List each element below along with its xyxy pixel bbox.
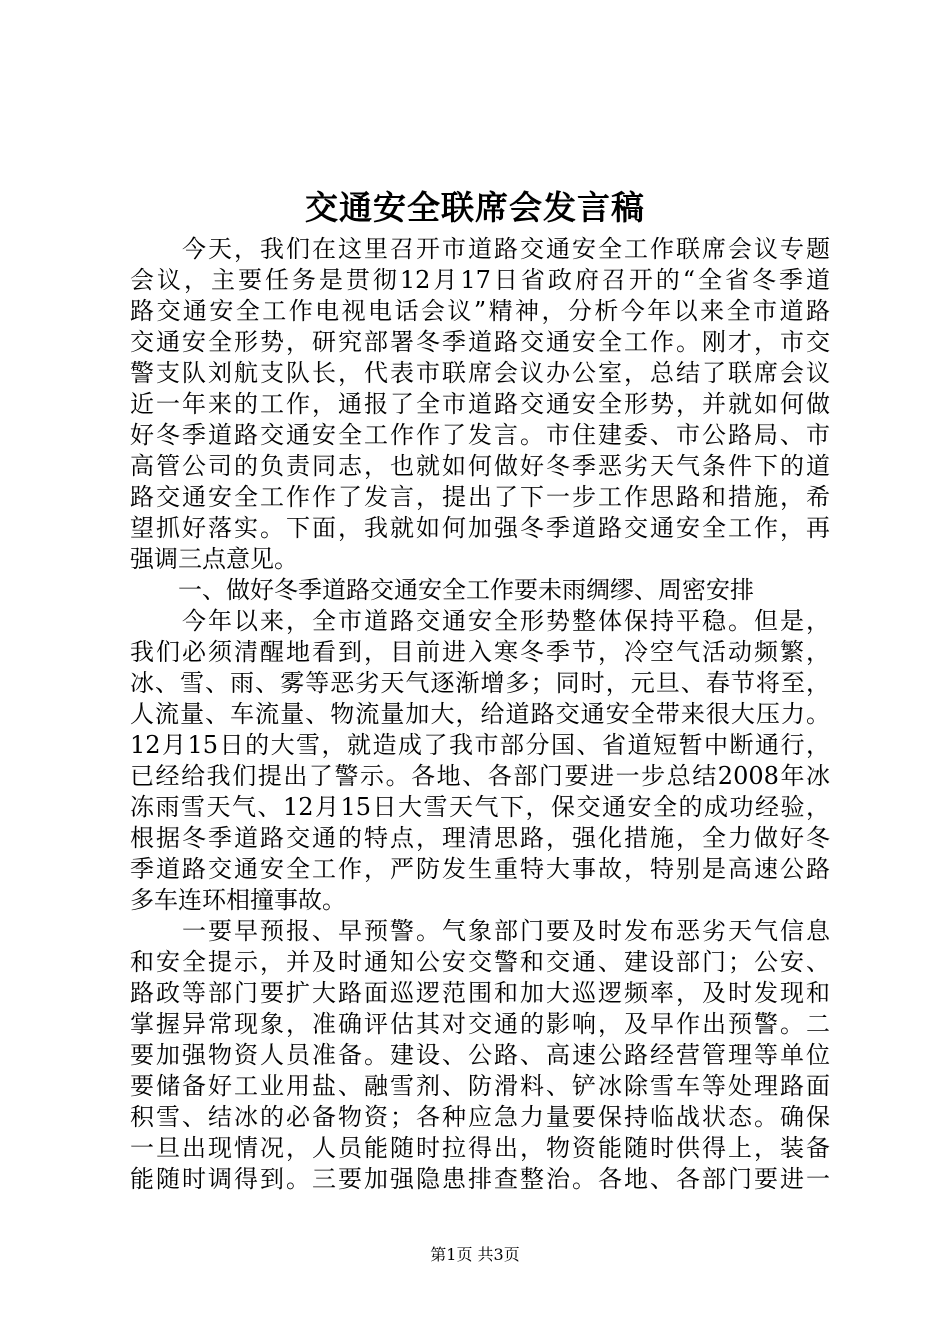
body-line: 近一年来的工作，通报了全市道路交通安全形势，并就如何做: [130, 390, 830, 418]
body-line: 季道路交通安全工作，严防发生重特大事故，特别是高速公路: [130, 855, 830, 883]
body-line: 积雪、结冰的必备物资；各种应急力量要保持临战状态。确保: [130, 1103, 830, 1131]
body-line: 我们必须清醒地看到，目前进入寒冬季节，冷空气活动频繁，: [130, 638, 830, 666]
page-footer: 第1页 共3页: [430, 1245, 520, 1264]
body-line: 会议，主要任务是贯彻12月17日省政府召开的“全省冬季道: [130, 266, 830, 294]
body-line: 今天，我们在这里召开市道路交通安全工作联席会议专题: [130, 235, 830, 263]
document-title: 交通安全联席会发言稿: [305, 188, 645, 227]
body-line: 掌握异常现象，准确评估其对交通的影响，及早作出预警。二: [130, 1010, 830, 1038]
body-line: 交通安全形势，研究部署冬季道路交通安全工作。刚才，市交: [130, 328, 830, 356]
body-line: 已经给我们提出了警示。各地、各部门要进一步总结2008年冰: [130, 762, 830, 790]
body-line: 路交通安全工作电视电话会议”精神，分析今年以来全市道路: [130, 297, 830, 325]
body-line: 一旦出现情况，人员能随时拉得出，物资能随时供得上，装备: [130, 1134, 830, 1162]
body-line: 路政等部门要扩大路面巡逻范围和加大巡逻频率，及时发现和: [130, 979, 830, 1007]
body-line: 和安全提示，并及时通知公安交警和交通、建设部门；公安、: [130, 948, 830, 976]
body-line: 根据冬季道路交通的特点，理清思路，强化措施，全力做好冬: [130, 824, 830, 852]
body-line: 人流量、车流量、物流量加大，给道路交通安全带来很大压力。: [130, 700, 830, 728]
body-line: 一要早预报、早预警。气象部门要及时发布恶劣天气信息: [130, 917, 830, 945]
body-line: 路交通安全工作作了发言，提出了下一步工作思路和措施，希: [130, 483, 830, 511]
body-line: 冰、雪、雨、雾等恶劣天气逐渐增多；同时，元旦、春节将至，: [130, 669, 830, 697]
body-line: 要加强物资人员准备。建设、公路、高速公路经营管理等单位: [130, 1041, 830, 1069]
section-heading: 一、做好冬季道路交通安全工作要未雨绸缪、周密安排: [130, 576, 754, 604]
document-body: [130, 234, 830, 1195]
body-line: 强调三点意见。: [130, 545, 298, 573]
body-line: 高管公司的负责同志，也就如何做好冬季恶劣天气条件下的道: [130, 452, 830, 480]
body-line: 望抓好落实。下面，我就如何加强冬季道路交通安全工作，再: [130, 514, 830, 542]
body-line: 多车连环相撞事故。: [130, 886, 346, 914]
body-line: 冻雨雪天气、12月15日大雪天气下，保交通安全的成功经验，: [130, 793, 830, 821]
body-line: 12月15日的大雪，就造成了我市部分国、省道短暂中断通行，: [130, 731, 830, 759]
body-line: 能随时调得到。三要加强隐患排查整治。各地、各部门要进一: [130, 1165, 830, 1193]
body-line: 好冬季道路交通安全工作作了发言。市住建委、市公路局、市: [130, 421, 830, 449]
body-line: 警支队刘航支队长，代表市联席会议办公室，总结了联席会议: [130, 359, 830, 387]
body-line: 今年以来，全市道路交通安全形势整体保持平稳。但是，: [130, 607, 830, 635]
body-line: 要储备好工业用盐、融雪剂、防滑料、铲冰除雪车等处理路面: [130, 1072, 830, 1100]
